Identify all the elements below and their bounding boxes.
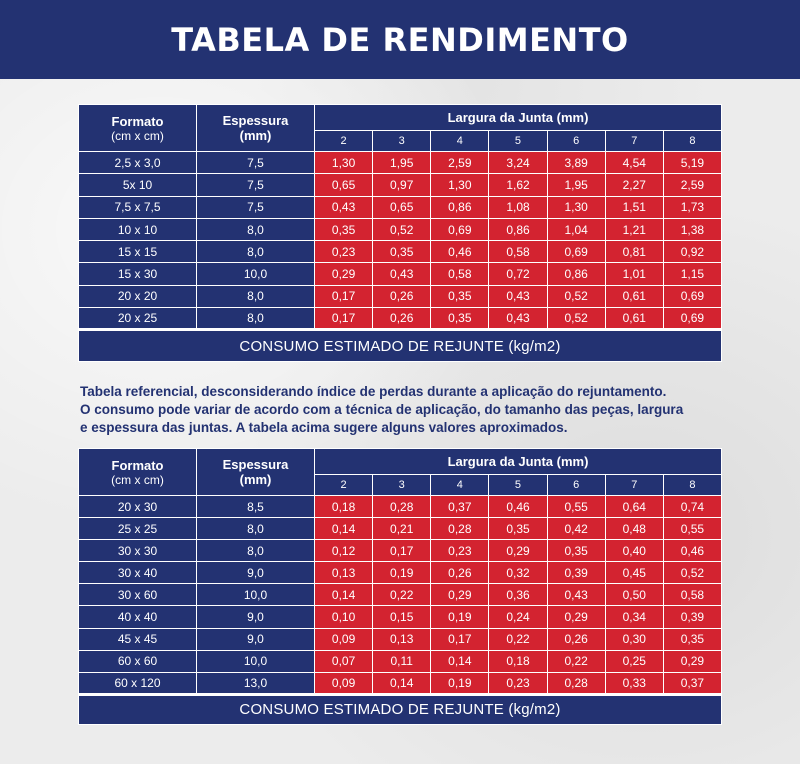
consumption-cell: 0,10 xyxy=(315,606,373,628)
reference-note xyxy=(80,383,730,437)
consumption-cell: 0,43 xyxy=(489,285,547,307)
consumption-cell: 0,55 xyxy=(547,496,605,518)
consumption-cell: 5,19 xyxy=(663,152,721,174)
consumption-cell: 0,26 xyxy=(547,628,605,650)
consumption-cell: 0,43 xyxy=(489,308,547,330)
formato-header-unit: (cm x cm) xyxy=(111,472,164,487)
consumption-cell: 0,43 xyxy=(547,584,605,606)
consumption-cell: 1,73 xyxy=(663,196,721,218)
consumption-cell: 0,45 xyxy=(605,562,663,584)
note-line: O consumo pode variar de acordo com a técnica de aplicação, do tamanho das peças, largura xyxy=(80,402,684,417)
espessura-cell: 13,0 xyxy=(197,672,315,694)
espessura-header-label: Espessura xyxy=(222,113,289,128)
consumption-cell: 0,65 xyxy=(373,196,431,218)
formato-cell: 45 x 45 xyxy=(79,628,197,650)
espessura-cell: 8,0 xyxy=(197,518,315,540)
espessura-cell: 8,0 xyxy=(197,308,315,330)
joint-width-header: 7 xyxy=(605,475,663,496)
espessura-cell: 8,0 xyxy=(197,218,315,240)
title-banner xyxy=(0,0,800,79)
table-footer: CONSUMO ESTIMADO DE REJUNTE (kg/m2) xyxy=(79,694,722,724)
consumption-cell: 1,01 xyxy=(605,263,663,285)
consumption-cell: 0,32 xyxy=(489,562,547,584)
consumption-cell: 1,30 xyxy=(431,174,489,196)
table-row xyxy=(79,650,722,672)
table-row xyxy=(79,540,722,562)
consumption-cell: 1,21 xyxy=(605,218,663,240)
formato-cell: 5x 10 xyxy=(79,174,197,196)
table-row xyxy=(79,496,722,518)
consumption-cell: 0,28 xyxy=(431,518,489,540)
consumption-cell: 4,54 xyxy=(605,152,663,174)
consumption-cell: 1,30 xyxy=(315,152,373,174)
espessura-cell: 8,5 xyxy=(197,496,315,518)
espessura-header-unit: (mm) xyxy=(239,128,272,143)
table-footer: CONSUMO ESTIMADO DE REJUNTE (kg/m2) xyxy=(79,330,722,362)
consumption-cell: 0,17 xyxy=(431,628,489,650)
joint-width-header: 7 xyxy=(605,131,663,152)
consumption-cell: 0,34 xyxy=(605,606,663,628)
table-row xyxy=(79,241,722,263)
table-row xyxy=(79,672,722,694)
consumption-cell: 1,51 xyxy=(605,196,663,218)
consumption-cell: 0,55 xyxy=(663,518,721,540)
consumption-cell: 0,69 xyxy=(663,285,721,307)
consumption-cell: 0,58 xyxy=(489,241,547,263)
consumption-cell: 0,23 xyxy=(489,672,547,694)
consumption-cell: 0,40 xyxy=(605,540,663,562)
consumption-cell: 0,22 xyxy=(547,650,605,672)
consumption-cell: 0,86 xyxy=(431,196,489,218)
formato-cell: 20 x 30 xyxy=(79,496,197,518)
table-row xyxy=(79,174,722,196)
consumption-cell: 0,74 xyxy=(663,496,721,518)
consumption-cell: 0,29 xyxy=(489,540,547,562)
consumption-cell: 0,35 xyxy=(663,628,721,650)
consumption-cell: 0,26 xyxy=(431,562,489,584)
consumption-cell: 1,30 xyxy=(547,196,605,218)
espessura-header xyxy=(197,449,315,496)
formato-header-unit: (cm x cm) xyxy=(111,128,164,143)
consumption-cell: 0,42 xyxy=(547,518,605,540)
consumption-cell: 0,22 xyxy=(489,628,547,650)
consumption-cell: 0,46 xyxy=(663,540,721,562)
table-row xyxy=(79,308,722,330)
consumption-cell: 0,17 xyxy=(315,308,373,330)
consumption-cell: 0,52 xyxy=(547,308,605,330)
consumption-cell: 0,19 xyxy=(431,606,489,628)
consumption-cell: 0,15 xyxy=(373,606,431,628)
formato-cell: 60 x 120 xyxy=(79,672,197,694)
espessura-cell: 7,5 xyxy=(197,152,315,174)
consumption-cell: 0,64 xyxy=(605,496,663,518)
joint-width-header: 2 xyxy=(315,475,373,496)
espessura-header-label: Espessura xyxy=(222,457,289,472)
consumption-cell: 0,35 xyxy=(547,540,605,562)
joint-width-header: 6 xyxy=(547,131,605,152)
consumption-cell: 0,35 xyxy=(373,241,431,263)
consumption-cell: 0,81 xyxy=(605,241,663,263)
joint-width-header: 3 xyxy=(373,131,431,152)
consumption-cell: 1,62 xyxy=(489,174,547,196)
consumption-cell: 0,69 xyxy=(431,218,489,240)
consumption-cell: 0,69 xyxy=(663,308,721,330)
note-line: Tabela referencial, desconsiderando índice de perdas durante a aplicação do rejuntamento. xyxy=(80,384,667,399)
consumption-cell: 1,08 xyxy=(489,196,547,218)
formato-header xyxy=(79,449,197,496)
espessura-cell: 10,0 xyxy=(197,650,315,672)
consumption-cell: 0,43 xyxy=(373,263,431,285)
table-row xyxy=(79,263,722,285)
formato-cell: 20 x 25 xyxy=(79,308,197,330)
consumption-cell: 1,38 xyxy=(663,218,721,240)
consumption-cell: 2,27 xyxy=(605,174,663,196)
consumption-cell: 0,28 xyxy=(373,496,431,518)
consumption-cell: 0,14 xyxy=(315,584,373,606)
yield-table-1 xyxy=(78,104,722,362)
espessura-cell: 8,0 xyxy=(197,540,315,562)
formato-cell: 30 x 40 xyxy=(79,562,197,584)
consumption-cell: 0,92 xyxy=(663,241,721,263)
table-row xyxy=(79,518,722,540)
joint-width-header: 3 xyxy=(373,475,431,496)
espessura-cell: 7,5 xyxy=(197,174,315,196)
consumption-cell: 0,19 xyxy=(373,562,431,584)
consumption-cell: 0,52 xyxy=(663,562,721,584)
consumption-cell: 0,61 xyxy=(605,285,663,307)
yield-table-2 xyxy=(78,448,722,725)
consumption-cell: 0,29 xyxy=(431,584,489,606)
consumption-cell: 0,35 xyxy=(431,308,489,330)
table-row xyxy=(79,562,722,584)
consumption-cell: 0,50 xyxy=(605,584,663,606)
espessura-cell: 7,5 xyxy=(197,196,315,218)
consumption-cell: 0,48 xyxy=(605,518,663,540)
table-row xyxy=(79,584,722,606)
consumption-cell: 0,35 xyxy=(315,218,373,240)
consumption-cell: 0,33 xyxy=(605,672,663,694)
consumption-cell: 1,95 xyxy=(373,152,431,174)
consumption-cell: 3,24 xyxy=(489,152,547,174)
largura-header: Largura da Junta (mm) xyxy=(315,449,722,475)
formato-cell: 15 x 30 xyxy=(79,263,197,285)
consumption-cell: 0,09 xyxy=(315,672,373,694)
formato-cell: 15 x 15 xyxy=(79,241,197,263)
consumption-cell: 1,95 xyxy=(547,174,605,196)
consumption-cell: 0,22 xyxy=(373,584,431,606)
consumption-cell: 0,07 xyxy=(315,650,373,672)
consumption-cell: 0,52 xyxy=(373,218,431,240)
consumption-cell: 0,14 xyxy=(431,650,489,672)
espessura-header xyxy=(197,105,315,152)
consumption-cell: 0,72 xyxy=(489,263,547,285)
table-row xyxy=(79,152,722,174)
joint-width-header: 8 xyxy=(663,131,721,152)
consumption-cell: 0,25 xyxy=(605,650,663,672)
espessura-cell: 8,0 xyxy=(197,241,315,263)
consumption-cell: 0,09 xyxy=(315,628,373,650)
formato-header xyxy=(79,105,197,152)
espessura-cell: 9,0 xyxy=(197,628,315,650)
espessura-cell: 10,0 xyxy=(197,263,315,285)
espessura-header-unit: (mm) xyxy=(239,472,272,487)
consumption-cell: 0,12 xyxy=(315,540,373,562)
consumption-cell: 0,13 xyxy=(315,562,373,584)
consumption-cell: 0,19 xyxy=(431,672,489,694)
consumption-cell: 0,97 xyxy=(373,174,431,196)
table-row xyxy=(79,285,722,307)
espessura-cell: 10,0 xyxy=(197,584,315,606)
consumption-cell: 0,17 xyxy=(373,540,431,562)
consumption-cell: 0,18 xyxy=(315,496,373,518)
espessura-cell: 9,0 xyxy=(197,562,315,584)
consumption-cell: 0,61 xyxy=(605,308,663,330)
espessura-cell: 9,0 xyxy=(197,606,315,628)
formato-cell: 60 x 60 xyxy=(79,650,197,672)
consumption-cell: 0,18 xyxy=(489,650,547,672)
table-row xyxy=(79,196,722,218)
consumption-cell: 0,35 xyxy=(489,518,547,540)
formato-cell: 25 x 25 xyxy=(79,518,197,540)
consumption-cell: 0,37 xyxy=(663,672,721,694)
consumption-cell: 0,86 xyxy=(547,263,605,285)
table-row xyxy=(79,606,722,628)
consumption-cell: 0,86 xyxy=(489,218,547,240)
consumption-cell: 0,29 xyxy=(315,263,373,285)
formato-cell: 30 x 30 xyxy=(79,540,197,562)
consumption-cell: 1,04 xyxy=(547,218,605,240)
consumption-cell: 0,65 xyxy=(315,174,373,196)
consumption-cell: 1,15 xyxy=(663,263,721,285)
consumption-cell: 0,26 xyxy=(373,308,431,330)
note-line: e espessura das juntas. A tabela acima sugere alguns valores aproximados. xyxy=(80,420,568,435)
joint-width-header: 4 xyxy=(431,475,489,496)
joint-width-header: 2 xyxy=(315,131,373,152)
consumption-cell: 0,11 xyxy=(373,650,431,672)
consumption-cell: 0,36 xyxy=(489,584,547,606)
joint-width-header: 8 xyxy=(663,475,721,496)
consumption-cell: 0,14 xyxy=(373,672,431,694)
consumption-cell: 0,17 xyxy=(315,285,373,307)
consumption-cell: 0,28 xyxy=(547,672,605,694)
joint-width-header: 4 xyxy=(431,131,489,152)
consumption-cell: 3,89 xyxy=(547,152,605,174)
consumption-cell: 0,21 xyxy=(373,518,431,540)
formato-header-label: Formato xyxy=(111,113,164,129)
consumption-cell: 0,23 xyxy=(315,241,373,263)
formato-cell: 40 x 40 xyxy=(79,606,197,628)
consumption-cell: 0,14 xyxy=(315,518,373,540)
table-row xyxy=(79,628,722,650)
consumption-cell: 0,23 xyxy=(431,540,489,562)
formato-cell: 7,5 x 7,5 xyxy=(79,196,197,218)
joint-width-header: 5 xyxy=(489,475,547,496)
consumption-cell: 0,52 xyxy=(547,285,605,307)
espessura-cell: 8,0 xyxy=(197,285,315,307)
consumption-cell: 0,46 xyxy=(431,241,489,263)
largura-header: Largura da Junta (mm) xyxy=(315,105,722,131)
consumption-cell: 0,29 xyxy=(663,650,721,672)
joint-width-header: 5 xyxy=(489,131,547,152)
consumption-cell: 0,37 xyxy=(431,496,489,518)
consumption-cell: 0,58 xyxy=(431,263,489,285)
consumption-cell: 0,29 xyxy=(547,606,605,628)
consumption-cell: 0,13 xyxy=(373,628,431,650)
consumption-cell: 0,58 xyxy=(663,584,721,606)
consumption-cell: 0,39 xyxy=(663,606,721,628)
joint-width-header: 6 xyxy=(547,475,605,496)
consumption-cell: 0,39 xyxy=(547,562,605,584)
formato-cell: 30 x 60 xyxy=(79,584,197,606)
formato-cell: 10 x 10 xyxy=(79,218,197,240)
consumption-cell: 2,59 xyxy=(431,152,489,174)
consumption-cell: 0,35 xyxy=(431,285,489,307)
page-title: TABELA DE RENDIMENTO xyxy=(171,20,629,59)
table-row xyxy=(79,218,722,240)
consumption-cell: 0,46 xyxy=(489,496,547,518)
formato-header-label: Formato xyxy=(111,457,164,473)
formato-cell: 2,5 x 3,0 xyxy=(79,152,197,174)
consumption-cell: 0,69 xyxy=(547,241,605,263)
consumption-cell: 0,43 xyxy=(315,196,373,218)
consumption-cell: 2,59 xyxy=(663,174,721,196)
consumption-cell: 0,30 xyxy=(605,628,663,650)
consumption-cell: 0,26 xyxy=(373,285,431,307)
consumption-cell: 0,24 xyxy=(489,606,547,628)
formato-cell: 20 x 20 xyxy=(79,285,197,307)
